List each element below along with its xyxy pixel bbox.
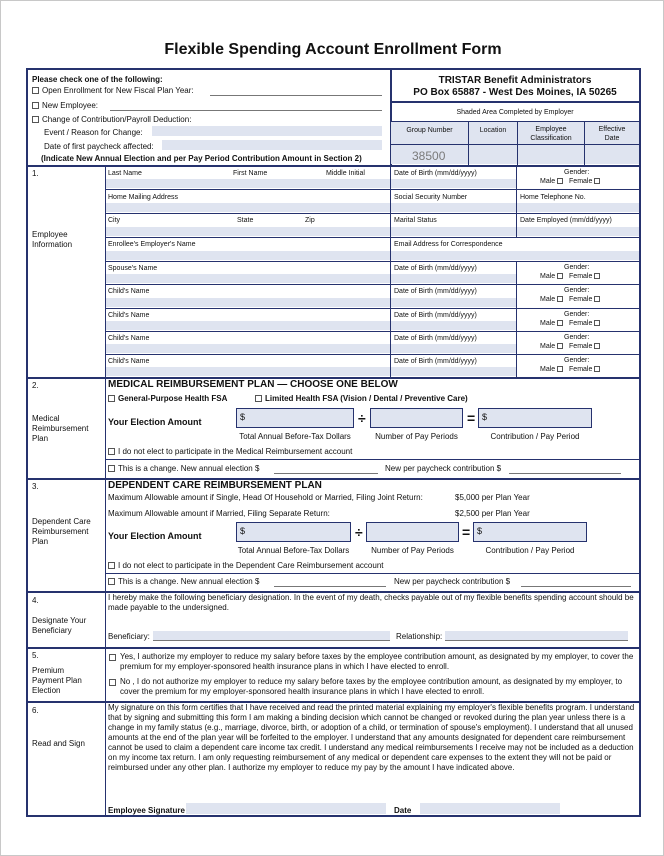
dependent-annual-amount-field[interactable]: $ [236,522,351,542]
first-name-label: First Name [233,170,268,177]
child-2-name-label: Child's Name [108,312,150,319]
dependent-divide-sign: ÷ [355,524,363,540]
beneficiary-statement: I hereby make the following beneficiary designation. In the event of my death, checks payable out of my flexible benefits spending account should be made payable to the undersigned. [108,593,634,612]
child-1-dob-field[interactable] [391,298,516,307]
check-one-label: Please check one of the following: [32,75,163,84]
employee-male-checkbox[interactable] [557,178,563,184]
dependent-contribution-field[interactable]: $ [473,522,587,542]
last-name-label: Last Name [108,170,142,177]
section-5-title-1: Premium [32,666,65,675]
section-3-title-1: Dependent Care [32,517,91,526]
dependent-per-paycheck-label: New per paycheck contribution $ [394,577,511,586]
group-number-value: 38500 [412,149,446,163]
effective-date-header-1: Effective [598,126,626,133]
section-4-number: 4. [32,596,39,605]
section-1-title-1: Employee [32,230,68,239]
section-1-title-2: Information [32,240,73,249]
child-4-male-checkbox[interactable] [557,366,563,372]
medical-change-checkbox[interactable] [108,465,115,472]
section-4-title-1: Designate Your [32,616,87,625]
dependent-change-option[interactable]: This is a change. New annual election $ [108,577,259,587]
section-5-title-2: Payment Plan [32,676,82,685]
child-3-gender-options[interactable]: Male Female [540,342,600,351]
child-1-female-checkbox[interactable] [594,296,600,302]
city-state-zip-field[interactable] [106,227,390,236]
child-1-male-checkbox[interactable] [557,296,563,302]
admin-address: PO Box 65887 - West Des Moines, IA 50265 [413,87,617,98]
child-2-female-checkbox[interactable] [594,320,600,326]
premium-no-checkbox[interactable] [109,679,116,686]
mailing-address-field[interactable] [106,203,390,212]
child-2-gender-label: Gender: [564,311,590,318]
section-3-title-2: Reimbursement [32,527,89,536]
medical-per-paycheck-label: New per paycheck contribution $ [385,464,502,473]
dependent-pay-periods-field[interactable] [366,522,459,542]
medical-decline-checkbox[interactable] [108,448,115,455]
child-4-gender-label: Gender: [564,357,590,364]
signature-date-label: Date [394,806,412,815]
dependent-pay-periods-label: Number of Pay Periods [371,546,454,555]
spouse-dob-label: Date of Birth (mm/dd/yyyy) [394,265,477,272]
classification-header-2: Classification [530,135,572,142]
spouse-male-checkbox[interactable] [557,273,563,279]
max-separate-amount: $2,500 per Plan Year [455,509,530,518]
home-phone-field[interactable] [517,203,639,212]
open-enrollment-option[interactable]: Open Enrollment for New Fiscal Plan Year: [32,86,194,96]
premium-no-text: No , I do not authorize my employer to reduce my salary before taxes by the employee contribution amount, as designated by my employer, to cover the premium for my employer-sponsored health insurance plans in which I have elected to enroll. [120,677,623,696]
spouse-name-field[interactable] [106,274,390,283]
zip-label: Zip [305,217,315,224]
section-2-title-1: Medical [32,414,60,423]
child-1-gender-label: Gender: [564,287,590,294]
child-2-gender-options[interactable]: Male Female [540,319,600,328]
medical-decline-option[interactable]: I do not elect to participate in the Medical Reimbursement account [108,447,352,457]
medical-equals-sign: = [467,410,476,426]
section-3-title-3: Plan [32,537,49,546]
child-3-male-checkbox[interactable] [557,343,563,349]
open-enrollment-checkbox[interactable] [32,87,39,94]
effective-date-header-2: Date [604,135,620,142]
section-3-number: 3. [32,482,39,491]
section-1-number: 1. [32,169,39,178]
premium-yes-checkbox[interactable] [109,654,116,661]
group-number-header: Group Number [406,127,453,134]
dependent-equals-sign: = [462,524,471,540]
form-frame [26,68,641,817]
spouse-female-checkbox[interactable] [594,273,600,279]
employee-name-field[interactable] [106,179,390,188]
spouse-gender-options[interactable]: Male Female [540,272,600,281]
child-3-dob-label: Date of Birth (mm/dd/yyyy) [394,335,477,342]
child-3-name-field[interactable] [106,344,390,353]
state-label: State [237,217,254,224]
beneficiary-label: Beneficiary: [108,632,150,641]
child-4-name-field[interactable] [106,367,390,376]
ssn-field[interactable] [391,203,516,212]
change-contribution-option[interactable]: Change of Contribution/Payroll Deduction: [32,115,191,125]
section-2-title-3: Plan [32,434,49,443]
medical-pay-periods-field[interactable] [370,408,463,428]
dependent-change-checkbox[interactable] [108,578,115,585]
admin-name: TRISTAR Benefit Administrators [438,75,592,86]
medical-annual-amount-field[interactable]: $ [236,408,354,428]
child-3-name-label: Child's Name [108,335,150,342]
child-2-dob-field[interactable] [391,321,516,330]
dependent-total-label: Total Annual Before-Tax Dollars [237,546,350,555]
employee-signature-label: Employee Signature [108,806,185,815]
medical-change-option[interactable]: This is a change. New annual election $ [108,464,259,474]
section-6-title-1: Read and Sign [32,739,85,748]
child-4-gender-options[interactable]: Male Female [540,365,600,374]
mailing-address-label: Home Mailing Address [108,194,179,201]
section-4-title-2: Beneficiary [32,626,72,635]
child-3-female-checkbox[interactable] [594,343,600,349]
employee-gender-options[interactable]: Male Female [540,177,600,186]
medical-plan-heading: MEDICAL REIMBURSEMENT PLAN — CHOOSE ONE BELOW [108,379,398,390]
limited-fsa-option[interactable]: Limited Health FSA (Vision / Dental / Preventive Care) [255,394,468,404]
employer-name-label: Enrollee's Employer's Name [108,241,196,248]
child-1-name-field[interactable] [106,298,390,307]
form-title: Flexible Spending Account Enrollment Form [164,41,502,58]
child-1-gender-options[interactable]: Male Female [540,295,600,304]
new-employee-checkbox[interactable] [32,102,39,109]
child-2-male-checkbox[interactable] [557,320,563,326]
child-1-name-label: Child's Name [108,288,150,295]
dependent-contribution-label: Contribution / Pay Period [485,546,575,555]
medical-election-label: Your Election Amount [108,417,202,427]
shaded-note: Shaded Area Completed by Employer [456,109,574,116]
child-3-gender-label: Gender: [564,334,590,341]
employee-female-checkbox[interactable] [594,178,600,184]
section-2-number: 2. [32,381,39,390]
ssn-label: Social Security Number [394,194,468,201]
employee-dob-field[interactable] [391,179,516,188]
general-purpose-fsa-option[interactable]: General-Purpose Health FSA [108,394,227,404]
certification-statement: My signature on this form certifies that I have received and read the printed material explaining my employer's flexible benefits program. I understand that by signing and submitting this form I am making a binding decision which cannot be changed or revoked during the plan year unless there is a change in my family status (e.g., marriage, divorce, birth, or adoption of a child, or termination of spouse's employment). I understand that all unused amounts at the end of the plan year will be forfeited to the employer. I understand that any amounts designated for dependent care reimbursement cannot be used to claim a dependent care income tax credit. I understand any medical reimbursements I receive may not be included as a deduction on my income tax return. I am only requesting reimbursement of any medical or dependent care expenses to the extent they will not be paid or reimbursed under any other plan. I authorize my employer to reduce my pay by the amount I have indicated above. [108,703,635,772]
relationship-label: Relationship: [396,632,443,641]
general-purpose-fsa-checkbox[interactable] [108,395,115,402]
child-4-dob-field[interactable] [391,367,516,376]
spouse-dob-field[interactable] [391,274,516,283]
child-2-name-field[interactable] [106,321,390,330]
premium-yes-text: Yes, I authorize my employer to reduce my salary before taxes by the employee contribution amount, as designated by my employer, to cover the premium for my employer-sponsored health insurance plans in which I have elected to enroll. [120,652,634,671]
child-1-dob-label: Date of Birth (mm/dd/yyyy) [394,288,477,295]
max-separate-label: Maximum Allowable amount if Married, Filing Separate Return: [108,509,330,518]
employee-dob-label: Date of Birth (mm/dd/yyyy) [394,170,477,177]
new-employee-option[interactable]: New Employee: [32,101,98,111]
spouse-gender-label: Gender: [564,264,590,271]
date-employed-field[interactable] [517,227,639,236]
section-5-title-3: Election [32,686,61,695]
medical-contribution-field[interactable]: $ [478,408,592,428]
dependent-care-heading: DEPENDENT CARE REIMBURSEMENT PLAN [108,480,322,491]
child-2-dob-label: Date of Birth (mm/dd/yyyy) [394,312,477,319]
limited-fsa-checkbox[interactable] [255,395,262,402]
marital-status-label: Marital Status [394,217,437,224]
location-header: Location [479,127,507,134]
event-reason-field[interactable] [152,126,382,136]
middle-initial-label: Middle Initial [326,170,365,177]
first-paycheck-field[interactable] [162,140,382,150]
email-label: Email Address for Correspondence [394,241,503,248]
section-6-number: 6. [32,706,39,715]
change-contribution-checkbox[interactable] [32,116,39,123]
max-single-amount: $5,000 per Plan Year [455,493,530,502]
medical-contribution-label: Contribution / Pay Period [490,432,580,441]
dependent-decline-checkbox[interactable] [108,562,115,569]
child-3-dob-field[interactable] [391,344,516,353]
city-label: City [108,217,121,224]
section-2-title-2: Reimbursement [32,424,89,433]
email-field[interactable] [391,251,639,260]
beneficiary-field[interactable] [153,631,390,640]
spouse-name-label: Spouse's Name [108,265,158,272]
dependent-election-label: Your Election Amount [108,531,202,541]
child-4-name-label: Child's Name [108,358,150,365]
signature-date-field[interactable] [420,803,560,814]
employee-signature-field[interactable] [186,803,386,814]
event-reason-label: Event / Reason for Change: [44,128,143,137]
first-paycheck-label: Date of first paycheck affected: [44,142,154,151]
indicate-note: (Indicate New Annual Election and per Pay Period Contribution Amount in Section 2) [41,154,362,163]
child-4-female-checkbox[interactable] [594,366,600,372]
medical-pay-periods-label: Number of Pay Periods [375,432,458,441]
marital-status-field[interactable] [391,227,516,236]
medical-divide-sign: ÷ [358,410,366,426]
max-single-label: Maximum Allowable amount if Single, Head Of Household or Married, Filing Joint Return: [108,493,423,502]
date-employed-label: Date Employed (mm/dd/yyyy) [520,217,612,224]
medical-total-label: Total Annual Before-Tax Dollars [239,432,351,441]
employer-name-field[interactable] [106,251,390,260]
section-5-number: 5. [32,651,39,660]
home-phone-label: Home Telephone No. [520,194,586,201]
classification-header-1: Employee [535,126,567,133]
dependent-decline-option[interactable]: I do not elect to participate in the Dependent Care Reimbursement account [108,561,384,571]
child-4-dob-label: Date of Birth (mm/dd/yyyy) [394,358,477,365]
employee-gender-label: Gender: [564,169,590,176]
relationship-field[interactable] [445,631,628,640]
